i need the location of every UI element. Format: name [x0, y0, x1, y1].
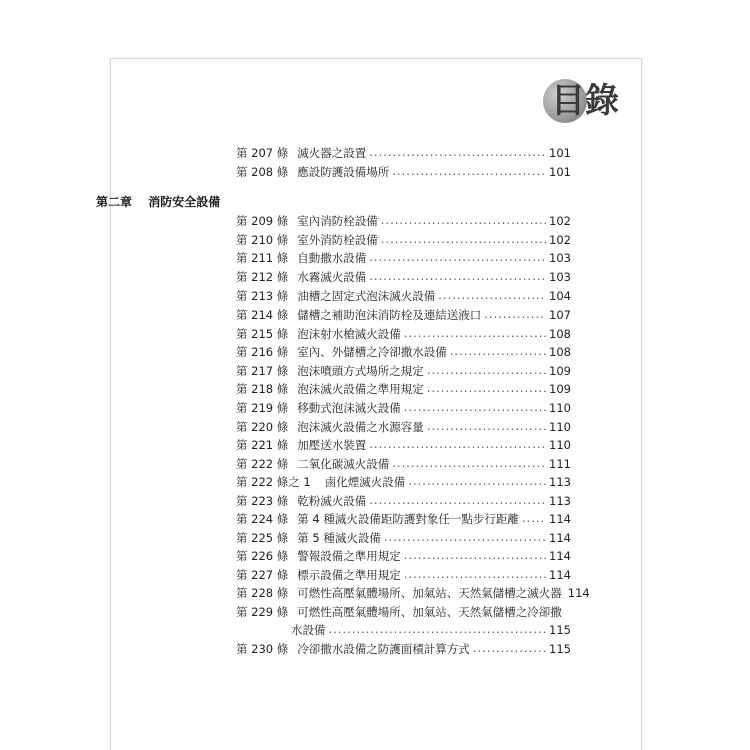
- toc-entry[interactable]: [236, 213, 571, 229]
- entry-title: 可燃性高壓氣體場所、加氣站、天然氣儲槽之滅火器: [297, 586, 562, 600]
- entry-title: 冷卻撒水設備之防護面積計算方式: [297, 642, 470, 656]
- entry-title: 加壓送水裝置: [297, 438, 367, 452]
- entry-title: 水設備: [291, 623, 326, 637]
- article-number: 第 210 條: [236, 233, 289, 247]
- entry-title: 乾粉滅火設備: [297, 494, 367, 508]
- article-number: 第 222 條之 1: [236, 475, 311, 489]
- chapter-title: 消防安全設備: [148, 195, 221, 209]
- article-number: 第 228 條: [236, 586, 289, 600]
- dot-leader: [427, 418, 546, 434]
- article-number: 第 219 條: [236, 401, 289, 415]
- page-number: 109: [549, 364, 571, 378]
- article-number: 第 220 條: [236, 420, 289, 434]
- article-number: 第 222 條: [236, 457, 289, 471]
- entry-title: 油槽之固定式泡沫滅火設備: [297, 289, 436, 303]
- article-number: 第 209 條: [236, 214, 289, 228]
- page-number: 103: [549, 251, 571, 265]
- article-number: 第 229 條: [236, 605, 289, 619]
- article-number: 第 217 條: [236, 364, 289, 378]
- dot-leader: [427, 362, 546, 378]
- entry-title: 二氧化碳滅火設備: [297, 457, 390, 471]
- toc-entry[interactable]: [236, 326, 571, 342]
- toc-entry[interactable]: [236, 641, 571, 657]
- dot-leader: [522, 510, 546, 526]
- article-number: 第 211 條: [236, 251, 289, 265]
- dot-leader: [450, 343, 546, 359]
- entry-title: 水霧滅火設備: [297, 270, 367, 284]
- page-number: 102: [549, 214, 571, 228]
- toc-entry[interactable]: [236, 456, 571, 472]
- chapter-number: 第二章: [96, 195, 133, 209]
- dot-leader: [369, 268, 546, 284]
- article-number: 第 221 條: [236, 438, 289, 452]
- toc-entry[interactable]: [236, 493, 571, 509]
- dot-leader: [438, 287, 546, 303]
- article-number: 第 216 條: [236, 345, 289, 359]
- dot-leader: [369, 436, 546, 452]
- dot-leader: [369, 492, 546, 508]
- toc-entry[interactable]: [236, 530, 571, 546]
- entry-title: 室內消防栓設備: [297, 214, 378, 228]
- dot-leader: [404, 566, 546, 582]
- toc-entry[interactable]: [236, 164, 571, 180]
- page-number: 113: [549, 494, 571, 508]
- page-number: 109: [549, 382, 571, 396]
- page-number: 108: [549, 345, 571, 359]
- article-number: 第 224 條: [236, 512, 289, 526]
- dot-leader: [408, 473, 546, 489]
- toc-header: [551, 81, 619, 121]
- page-number: 108: [549, 327, 571, 341]
- entry-title: 室外消防栓設備: [297, 233, 378, 247]
- page-number: 114: [549, 512, 571, 526]
- page-number: 113: [549, 475, 571, 489]
- entry-title: 應設防護設備場所: [297, 165, 390, 179]
- toc-entry[interactable]: [236, 437, 571, 453]
- toc-entry[interactable]: [236, 400, 571, 416]
- article-number: 第 212 條: [236, 270, 289, 284]
- toc-entry[interactable]: [236, 604, 571, 620]
- article-number: 第 207 條: [236, 146, 289, 160]
- entry-title: 泡沫滅火設備之水源容量: [297, 420, 424, 434]
- entry-title: 警報設備之準用規定: [297, 549, 401, 563]
- dot-leader: [369, 249, 546, 265]
- entry-title: 滅火器之設置: [297, 146, 367, 160]
- article-number: 第 227 條: [236, 568, 289, 582]
- page-number: 103: [549, 270, 571, 284]
- toc-entry[interactable]: [236, 363, 571, 379]
- page-number: 114: [549, 568, 571, 582]
- chapter-heading[interactable]: [96, 193, 220, 210]
- toc-entry[interactable]: [236, 344, 571, 360]
- toc-entry[interactable]: [236, 288, 571, 304]
- dot-leader: [427, 380, 546, 396]
- dot-leader: [381, 231, 546, 247]
- dot-leader: [404, 547, 546, 563]
- page-number: 115: [549, 623, 571, 637]
- page-number: 101: [549, 165, 571, 179]
- toc-entry[interactable]: [236, 511, 571, 527]
- toc-entry[interactable]: [236, 567, 571, 583]
- entry-title: 第 4 種滅火設備距防護對象任一點步行距離: [297, 512, 519, 526]
- dot-leader: [484, 306, 546, 322]
- article-number: 第 208 條: [236, 165, 289, 179]
- dot-leader: [369, 144, 546, 160]
- entry-title: 泡沫噴頭方式場所之規定: [297, 364, 424, 378]
- page-number: 102: [549, 233, 571, 247]
- article-number: 第 230 條: [236, 642, 289, 656]
- dot-leader: [392, 455, 546, 471]
- toc-entry[interactable]: [236, 474, 571, 490]
- entry-title: 可燃性高壓氣體場所、加氣站、天然氣儲槽之冷卻撒: [297, 605, 562, 619]
- entry-title: 第 5 種滅火設備: [297, 531, 381, 545]
- page-number: 104: [549, 289, 571, 303]
- page-number: 101: [549, 146, 571, 160]
- dot-leader: [404, 325, 546, 341]
- entry-title: 泡沫滅火設備之準用規定: [297, 382, 424, 396]
- entry-title: 鹵化煙滅火設備: [324, 475, 406, 489]
- page-number: 115: [549, 642, 571, 656]
- toc-entry[interactable]: [236, 548, 571, 564]
- dot-leader: [329, 621, 547, 637]
- entry-title: 室內、外儲槽之冷卻撒水設備: [297, 345, 447, 359]
- entry-title: 泡沫射水槍滅火設備: [297, 327, 401, 341]
- page-number: 114: [549, 549, 571, 563]
- toc-entry[interactable]: [236, 585, 590, 601]
- dot-leader: [384, 529, 546, 545]
- entry-title: 儲槽之補助泡沫消防栓及連結送液口: [297, 308, 482, 322]
- entry-title: 標示設備之準用規定: [297, 568, 401, 582]
- page-number: 114: [567, 586, 590, 600]
- page-number: 114: [549, 531, 571, 545]
- dot-leader: [392, 163, 546, 179]
- dot-leader: [473, 640, 546, 656]
- dot-leader: [381, 212, 546, 228]
- toc-entry[interactable]: [236, 381, 571, 397]
- article-number: 第 223 條: [236, 494, 289, 508]
- toc-heading: 目錄: [551, 81, 619, 121]
- toc-entry-continuation[interactable]: [291, 622, 571, 638]
- toc-entry[interactable]: [236, 269, 571, 285]
- toc-entry[interactable]: [236, 145, 571, 161]
- article-number: 第 213 條: [236, 289, 289, 303]
- article-number: 第 218 條: [236, 382, 289, 396]
- toc-entry[interactable]: [236, 232, 571, 248]
- page-number: 110: [549, 420, 571, 434]
- article-number: 第 226 條: [236, 549, 289, 563]
- page-number: 111: [549, 457, 571, 471]
- toc-entry[interactable]: [236, 419, 571, 435]
- page-number: 110: [549, 438, 571, 452]
- toc-entry[interactable]: [236, 250, 571, 266]
- entry-title: 移動式泡沫滅火設備: [297, 401, 401, 415]
- article-number: 第 214 條: [236, 308, 289, 322]
- page-number: 110: [549, 401, 571, 415]
- toc-entry[interactable]: [236, 307, 571, 323]
- page-number: 107: [549, 308, 571, 322]
- dot-leader: [404, 399, 546, 415]
- entry-title: 自動撒水設備: [297, 251, 367, 265]
- article-number: 第 225 條: [236, 531, 289, 545]
- article-number: 第 215 條: [236, 327, 289, 341]
